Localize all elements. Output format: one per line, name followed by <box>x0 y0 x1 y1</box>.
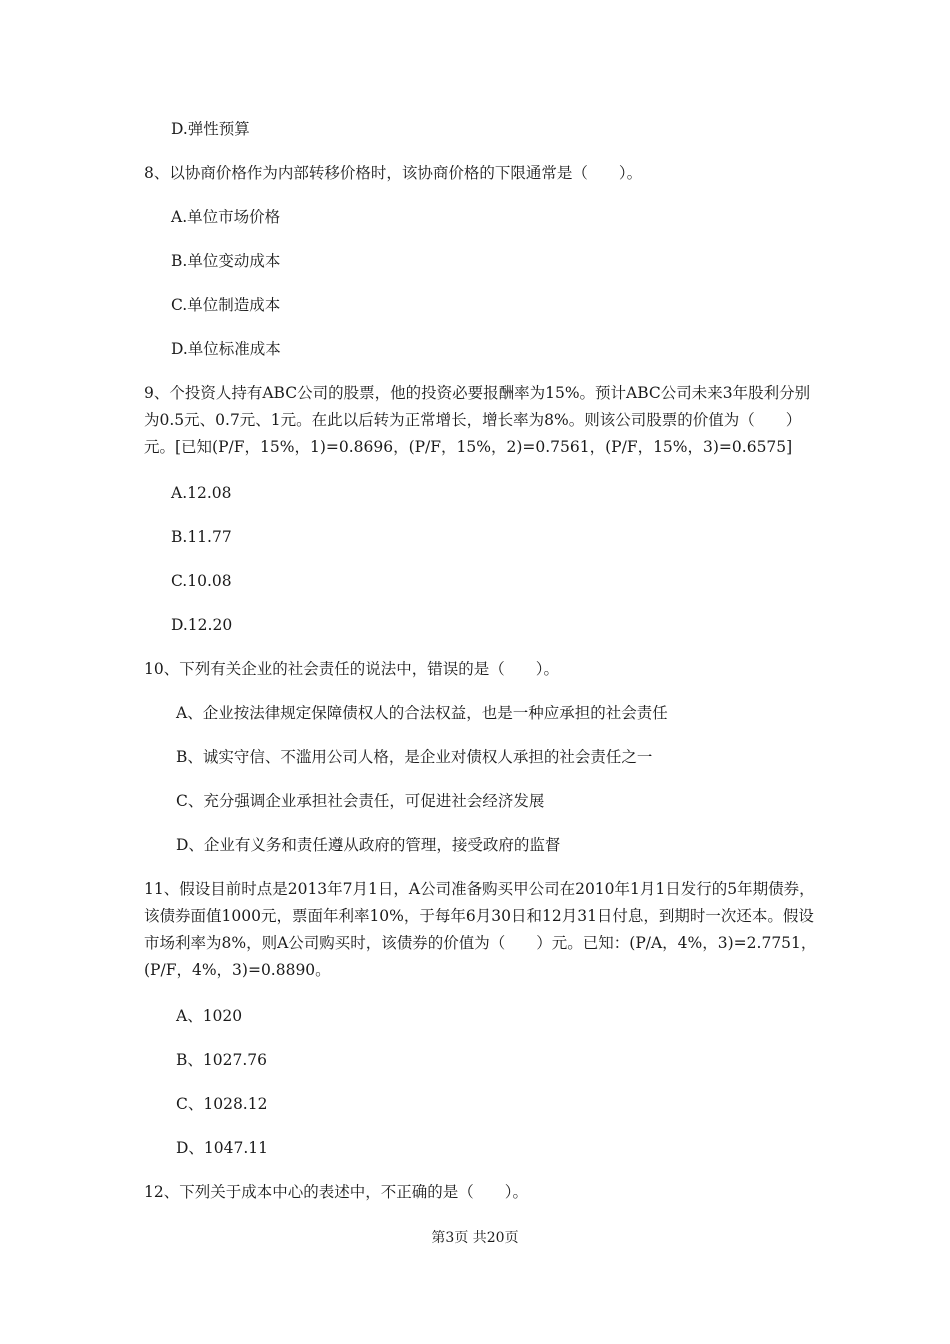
question-9-line-3: 元。[已知(P/F，15%，1)=0.8696，(P/F，15%，2)=0.7561，(P/F，15%，3)=0.6575] <box>144 438 793 456</box>
option-q8-a: A.单位市场价格 <box>171 208 281 226</box>
option-q9-c: C.10.08 <box>171 572 232 590</box>
option-q8-d: D.单位标准成本 <box>171 340 281 358</box>
option-q11-c: C、1028.12 <box>176 1095 268 1113</box>
page-footer: 第3页 共20页 <box>431 1230 519 1246</box>
question-10: 10、下列有关企业的社会责任的说法中，错误的是（ ）。 <box>144 660 559 678</box>
question-9-line-1: 9、个投资人持有ABC公司的股票，他的投资必要报酬率为15%。预计ABC公司未来3年股利分别 <box>144 384 811 402</box>
option-q9-b: B.11.77 <box>171 528 232 546</box>
option-q11-d: D、1047.11 <box>176 1139 269 1157</box>
option-q7-d: D.弹性预算 <box>171 120 250 138</box>
option-q11-a: A、1020 <box>176 1007 243 1025</box>
question-11-line-4: (P/F，4%，3)=0.8890。 <box>144 961 331 979</box>
question-11-line-2: 该债券面值1000元，票面年利率10%，于每年6月30日和12月31日付息，到期时一次还本。假设 <box>144 907 814 925</box>
option-q8-c: C.单位制造成本 <box>171 296 281 314</box>
question-8: 8、以协商价格作为内部转移价格时，该协商价格的下限通常是（ ）。 <box>144 164 643 182</box>
option-q9-a: A.12.08 <box>171 484 232 502</box>
option-q9-d: D.12.20 <box>171 616 233 634</box>
question-11-line-3: 市场利率为8%，则A公司购买时，该债券的价值为（ ）元。已知：(P/A，4%，3)=2.7751， <box>144 934 817 952</box>
option-q10-b: B、诚实守信、不滥用公司人格，是企业对债权人承担的社会责任之一 <box>176 748 653 766</box>
option-q10-c: C、充分强调企业承担社会责任，可促进社会经济发展 <box>176 792 545 810</box>
option-q10-d: D、企业有义务和责任遵从政府的管理，接受政府的监督 <box>176 836 561 854</box>
question-12: 12、下列关于成本中心的表述中，不正确的是（ ）。 <box>144 1183 528 1201</box>
question-11-line-1: 11、假设目前时点是2013年7月1日，A公司准备购买甲公司在2010年1月1日发行的5年期债券， <box>144 880 815 898</box>
option-q11-b: B、1027.76 <box>176 1051 267 1069</box>
question-9-line-2: 为0.5元、0.7元、1元。在此以后转为正常增长，增长率为8%。则该公司股票的价值为（ ） <box>144 411 802 429</box>
option-q10-a: A、企业按法律规定保障债权人的合法权益，也是一种应承担的社会责任 <box>176 704 668 722</box>
option-q8-b: B.单位变动成本 <box>171 252 281 270</box>
